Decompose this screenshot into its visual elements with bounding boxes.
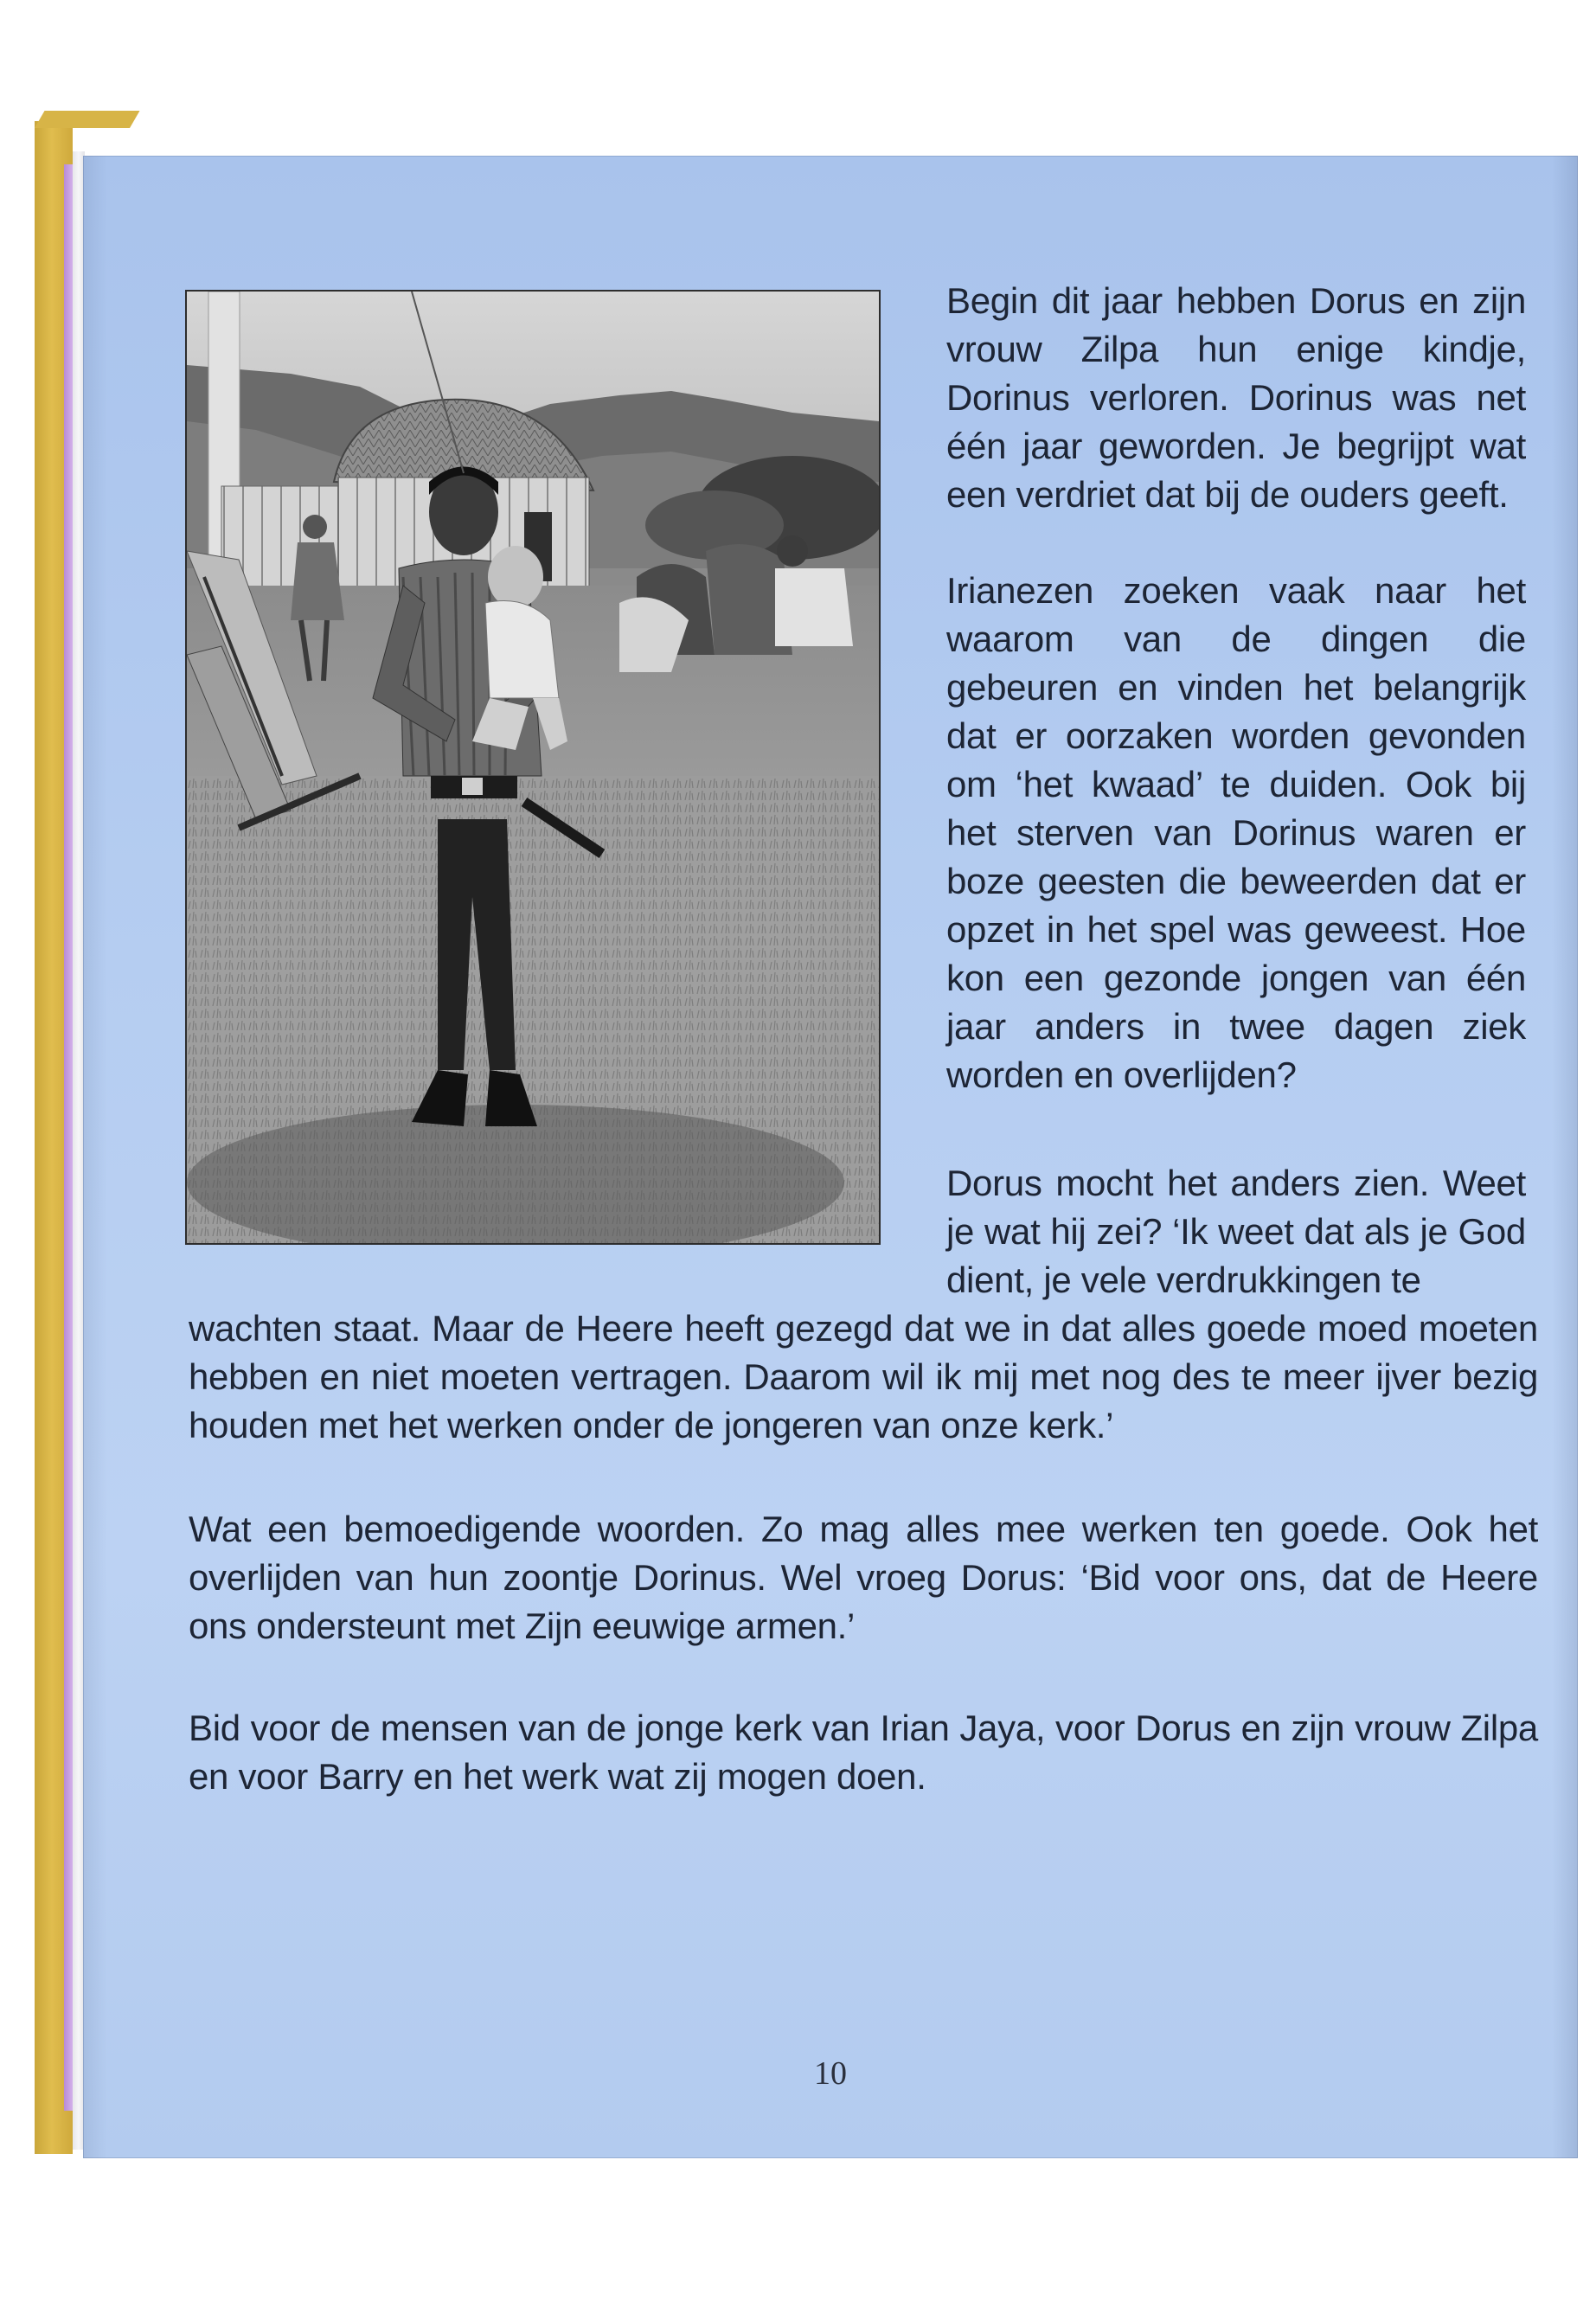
paragraph-5: Bid voor de mensen van de jonge kerk van Irian Jaya, voor Dorus en zijn vrouw Zilpa en voor Barry en het werk wat zij mogen doen. <box>189 1708 1538 1797</box>
paragraph-3-beside-photo: Dorus mocht het anders zien. Weet je wat hij zei? ‘Ik weet dat als je God dient, je vele verdrukkingen te <box>946 1163 1526 1300</box>
paragraph-4: Wat een bemoedigende woorden. Zo mag alles mee werken ten goede. Ook het overlijden van hun zoontje Dorinus. Wel vroeg Dorus: ‘Bid voor ons, dat de Heere ons ondersteunt met Zijn eeuwige armen.’ <box>189 1509 1538 1646</box>
page-gutter-shadow <box>1552 156 1578 2158</box>
book-page <box>83 156 1578 2158</box>
page-number: 10 <box>814 2055 847 2092</box>
paragraph-2: Irianezen zoeken vaak naar het waarom van de dingen die gebeuren en vinden het belangrijk dat er oorzaken worden gevonden om ‘het kwaad’ te duiden. Ook bij het sterven van Dorinus waren er boze geesten die beweerden dat er opzet in het spel was geweest. Hoe kon een gezonde jongen van één jaar anders in twee dagen ziek worden en overlijden? <box>946 570 1526 1095</box>
photograph-man-holding-child <box>185 290 881 1245</box>
paragraph-3-continued: wachten staat. Maar de Heere heeft gezegd dat we in dat alles goede moed moeten hebben en niet moeten vertragen. Daarom wil ik mij met nog des te meer ijver bezig houden met het werken onder de jongeren van onze kerk.’ <box>189 1308 1538 1445</box>
photo-illustration <box>187 292 879 1243</box>
book-cover-corner <box>35 111 140 128</box>
paragraph-1: Begin dit jaar hebben Dorus en zijn vrouw Zilpa hun enige kindje, Dorinus verloren. Dorinus was net één jaar geworden. Je begrijpt wat een verdriet dat bij de ouders geeft. <box>946 280 1526 515</box>
